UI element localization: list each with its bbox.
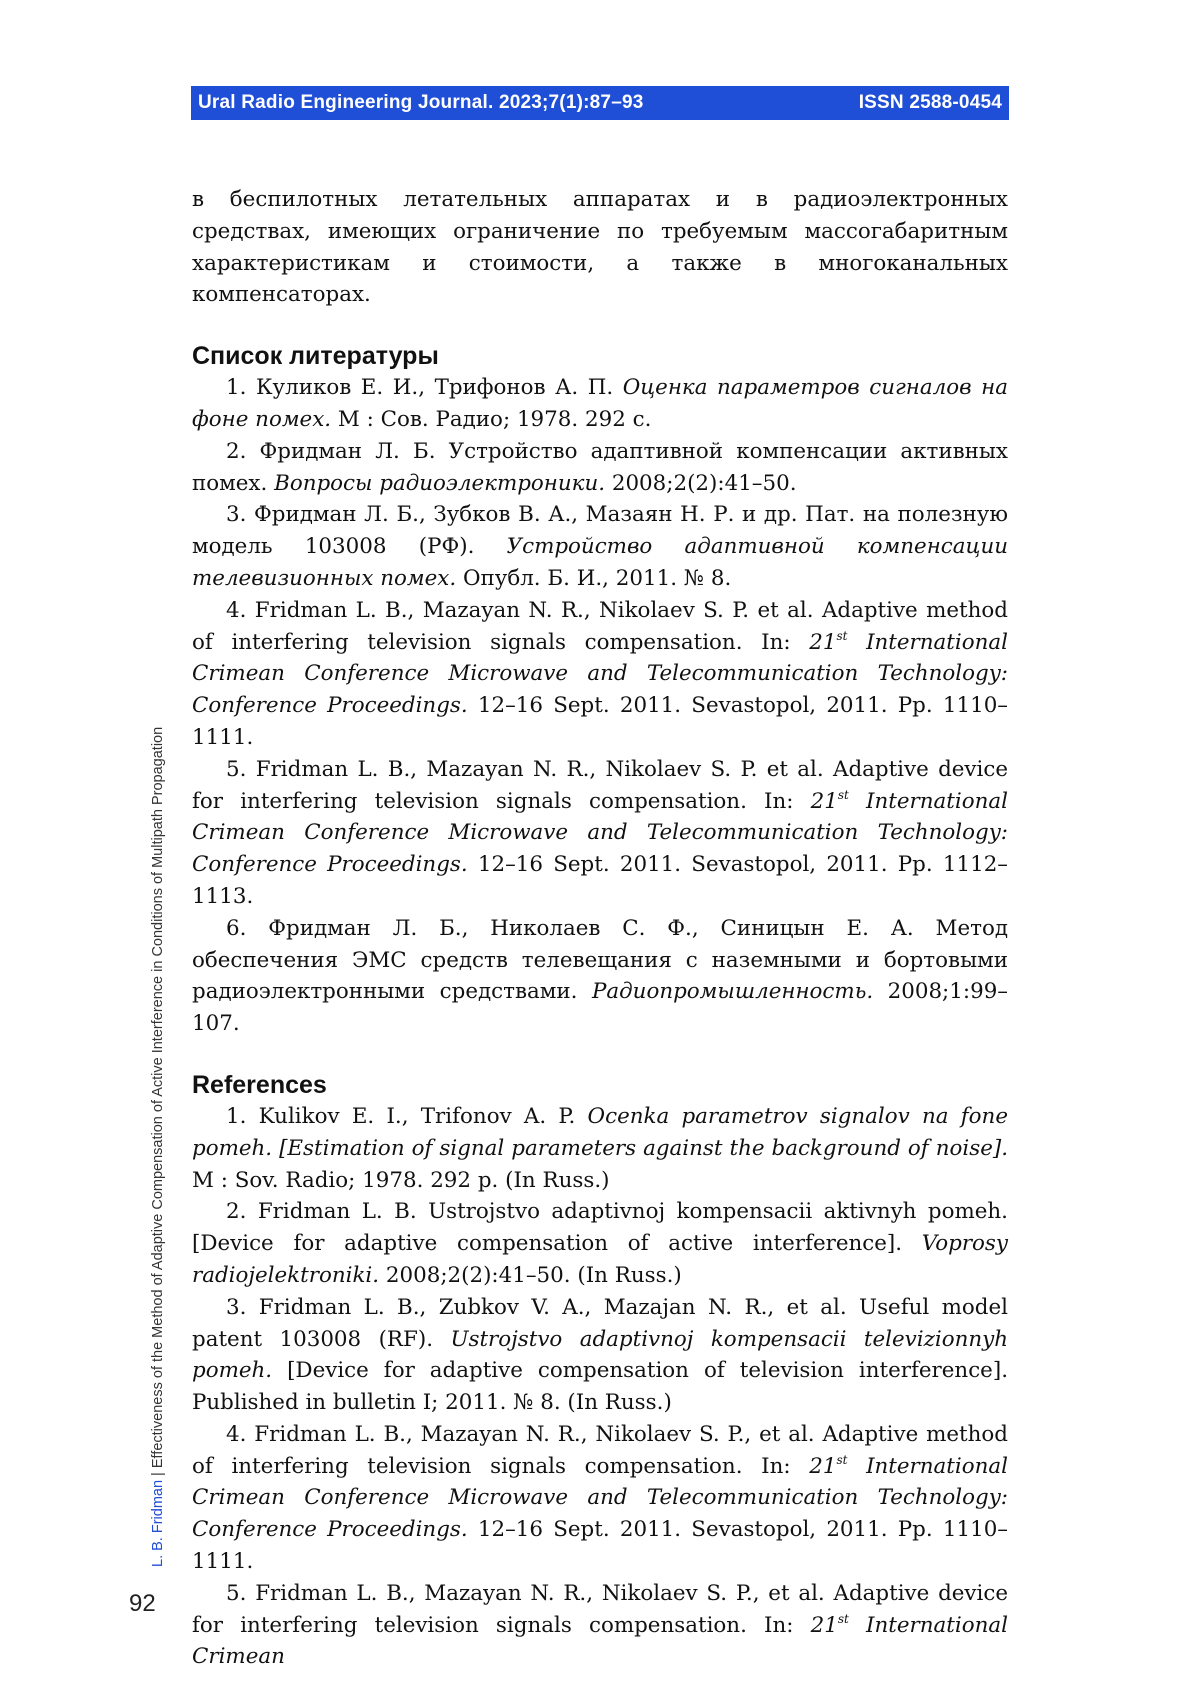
page-number: 92 xyxy=(129,1590,156,1617)
en-references-title: References xyxy=(192,1070,327,1099)
en-ref-5: 5. Fridman L. B., Mazayan N. R., Nikolaev S. P., et al. Adaptive device for interfering television signals compensation. In: 21st International Crimean xyxy=(192,1580,1008,1670)
side-separator: | xyxy=(150,1472,166,1476)
ru-ref-3: 3. Фридман Л. Б., Зубков В. А., Мазаян Н. Р. и др. Пат. на полезную модель 103008 (РФ). Устройство адаптивной компенсации телевизионных помех. Опубл. Б. И., 2011. № 8. xyxy=(192,502,1008,591)
journal-citation: Ural Radio Engineering Journal. 2023;7(1):87–93 xyxy=(198,92,644,113)
side-article-title: Effectiveness of the Method of Adaptive Compensation of Active Interference in Conditions of Multipath Propagation xyxy=(150,726,166,1469)
ru-ref-5: 5. Fridman L. B., Mazayan N. R., Nikolaev S. P. et al. Adaptive device for interfering television signals compensation. In: 21st International Crimean Conference Microwave and Telecommunication Technology: Conference Proceedings. 12–16 Sept. 2011. Sevastopol, 2011. Pp. 1112–1113. xyxy=(192,756,1008,909)
en-ref-3: 3. Fridman L. B., Zubkov V. A., Mazajan N. R., et al. Useful model patent 103008 (RF). Ustrojstvo adaptivnoj kompensacii televizionnyh pomeh. [Device for adaptive compensation of television interference]. Published in bulletin I; 2011. № 8. (In Russ.) xyxy=(192,1294,1008,1416)
ru-references-title: Список литературы xyxy=(192,342,439,371)
side-author: L. B. Fridman xyxy=(150,1479,166,1567)
journal-header-bar xyxy=(191,86,1009,120)
ru-ref-1: 1. Куликов Е. И., Трифонов А. П. Оценка параметров сигналов на фоне помех. М : Сов. Радио; 1978. 292 с. xyxy=(192,375,1008,432)
en-ref-4: 4. Fridman L. B., Mazayan N. R., Nikolaev S. P., et al. Adaptive method of interfering television signals compensation. In: 21st International Crimean Conference Microwave and Telecommunication Technology: Conference Proceedings. 12–16 Sept. 2011. Sevastopol, 2011. Pp. 1110–1111. xyxy=(192,1421,1008,1575)
page-body xyxy=(192,184,1008,1673)
ru-ref-2: 2. Фридман Л. Б. Устройство адаптивной компенсации активных помех. Вопросы радиоэлектроники. 2008;2(2):41–50. xyxy=(192,438,1008,496)
en-ref-2: 2. Fridman L. B. Ustrojstvo adaptivnoj kompensacii aktivnyh pomeh. [Device for adaptive compensation of active interference]. Voprosy radiojelektroniki. 2008;2(2):41–50. (In Russ.) xyxy=(192,1199,1008,1288)
running-side-title xyxy=(150,567,166,1567)
ru-ref-6: 6. Фридман Л. Б., Николаев С. Ф., Синицын Е. А. Метод обеспечения ЭМС средств телевещания с наземными и бортовыми радиоэлектронными средствами. Радиопромышленность. 2008;1:99–107. xyxy=(192,915,1008,1037)
ru-ref-4: 4. Fridman L. B., Mazayan N. R., Nikolaev S. P. et al. Adaptive method of interfering television signals compensation. In: 21st International Crimean Conference Microwave and Telecommunication Technology: Conference Proceedings. 12–16 Sept. 2011. Sevastopol, 2011. Pp. 1110–1111. xyxy=(192,597,1008,750)
intro-paragraph: в беспилотных летательных аппаратах и в радиоэлектронных средствах, имеющих ограничение по требуемым массогабаритным характеристикам и стоимости, а также в многоканальных компенсаторах. xyxy=(192,187,1008,308)
issn: ISSN 2588-0454 xyxy=(858,92,1002,113)
en-ref-1: 1. Kulikov E. I., Trifonov A. P. Ocenka parametrov signalov na fone pomeh. [Estimation of signal parameters against the background of noise]. M : Sov. Radio; 1978. 292 p. (In Russ.) xyxy=(192,1103,1008,1193)
